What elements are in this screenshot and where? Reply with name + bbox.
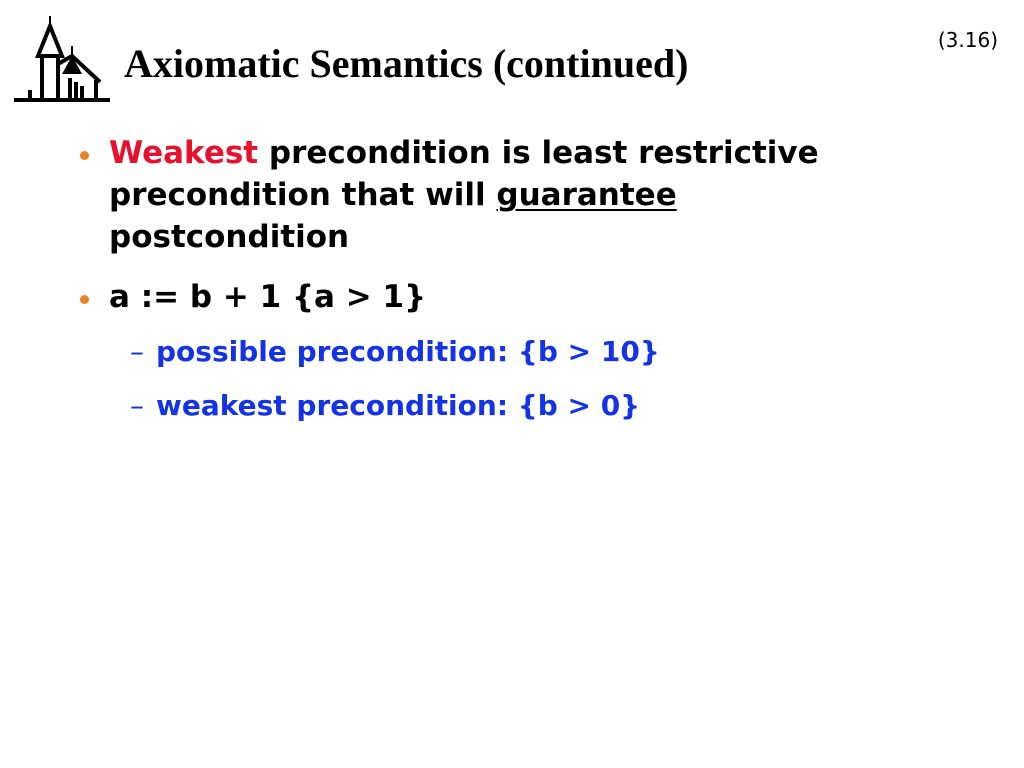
bullet-dot-icon: [80, 295, 89, 304]
bullet-line: [109, 132, 819, 174]
dash-marker: –: [130, 335, 144, 368]
bullet-dot-icon: [80, 151, 89, 160]
bullet-line-text: precondition that will: [109, 177, 497, 213]
bullet-line: postcondition: [109, 219, 350, 255]
bullet-text: [109, 132, 819, 258]
bullet-text: a := b + 1 {a > 1}: [109, 279, 427, 315]
sub-bullet-text: possible precondition: {b > 10}: [156, 335, 660, 368]
slide-number: (3.16): [937, 28, 998, 52]
sub-bullet-text: weakest precondition: {b > 0}: [156, 389, 641, 422]
bullet-line: [109, 174, 819, 216]
page-title: Axiomatic Semantics (continued): [124, 41, 689, 86]
underlined-word: guarantee: [496, 177, 677, 213]
emphasis-word: Weakest: [109, 135, 259, 171]
bullet-line-text: precondition is least restrictive: [258, 135, 819, 171]
dash-marker: –: [130, 389, 144, 422]
church-building-icon: [12, 16, 112, 106]
